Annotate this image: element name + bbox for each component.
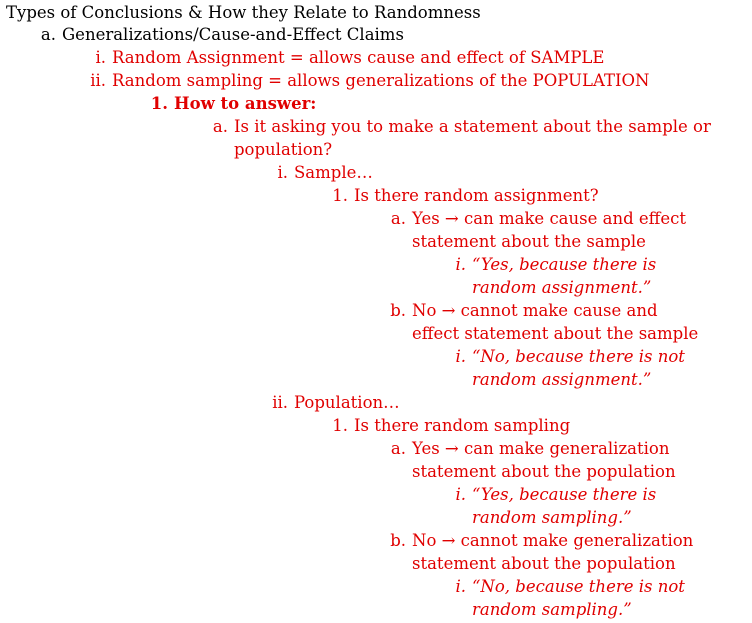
outline-item-sample-no-answer: [420, 346, 685, 368]
outline-text: random sampling.”: [472, 508, 632, 527]
outline-text: How to answer:: [174, 94, 317, 113]
list-marker: 1.: [332, 186, 348, 205]
outline-text: statement about the population: [412, 554, 676, 573]
outline-text: random sampling.”: [472, 600, 632, 619]
outline-item-population-yes-answer-cont: [472, 507, 632, 529]
outline-item-population: [240, 392, 400, 414]
heading-text: Types of Conclusions & How they Relate to Randomness: [6, 3, 481, 22]
outline-text: random assignment.”: [472, 278, 652, 297]
outline-text: Population…: [294, 393, 400, 412]
outline-text: Random Assignment = allows cause and effect of SAMPLE: [112, 48, 605, 67]
outline-text: Yes → can make generalization: [412, 439, 670, 458]
outline-item-question-cont: [234, 139, 332, 161]
list-marker: a.: [40, 25, 56, 44]
outline-text: Generalizations/Cause-and-Effect Claims: [62, 25, 404, 44]
outline-text: Random sampling = allows generalizations of the POPULATION: [112, 71, 650, 90]
document-heading: [6, 2, 481, 24]
outline-text: “Yes, because there is: [472, 255, 657, 274]
list-marker: a.: [212, 117, 228, 136]
outline-item-question: [180, 116, 711, 138]
outline-item-how-to-answer: [120, 93, 316, 115]
outline-item-population-no-answer-cont: [472, 599, 632, 621]
outline-item-a-ii: [60, 70, 649, 92]
outline-item-population-no-answer: [420, 576, 685, 598]
list-marker: i.: [455, 255, 466, 274]
list-marker: 1.: [332, 416, 348, 435]
outline-text: Yes → can make cause and effect: [412, 209, 687, 228]
outline-text: Is there random assignment?: [354, 186, 599, 205]
outline-text: effect statement about the sample: [412, 324, 699, 343]
list-marker: i.: [455, 577, 466, 596]
outline-item-sample-1: [300, 185, 599, 207]
outline-item-population-1: [300, 415, 570, 437]
outline-item-sample-yes-cont: [412, 231, 646, 253]
list-marker: i.: [95, 48, 106, 67]
outline-item-population-no: [360, 530, 693, 552]
outline-item-population-yes-cont: [412, 461, 676, 483]
outline-item-sample-yes-answer: [420, 254, 656, 276]
list-marker: 1.: [150, 94, 168, 113]
list-marker: i.: [277, 163, 288, 182]
list-marker: a.: [390, 209, 406, 228]
outline-item-sample-yes-answer-cont: [472, 277, 651, 299]
list-marker: a.: [390, 439, 406, 458]
outline-text: No → cannot make generalization: [412, 531, 694, 550]
outline-item-sample-yes: [360, 208, 686, 230]
outline-text: “No, because there is not: [472, 577, 685, 596]
list-marker: ii.: [272, 393, 288, 412]
outline-text: “No, because there is not: [472, 347, 685, 366]
outline-item-sample: [240, 162, 373, 184]
outline-text: Is there random sampling: [354, 416, 571, 435]
outline-item-population-yes: [360, 438, 669, 460]
outline-text: population?: [234, 140, 333, 159]
outline-item-population-yes-answer: [420, 484, 656, 506]
outline-item-sample-no-cont: [412, 323, 698, 345]
outline-item-a-i: [60, 47, 604, 69]
outline-text: Sample…: [294, 163, 373, 182]
outline-text: statement about the sample: [412, 232, 646, 251]
list-marker: i.: [455, 347, 466, 366]
outline-item-a: [12, 24, 404, 46]
list-marker: b.: [390, 301, 406, 320]
list-marker: b.: [390, 531, 406, 550]
outline-item-sample-no: [360, 300, 658, 322]
outline-item-population-no-cont: [412, 553, 676, 575]
outline-text: “Yes, because there is: [472, 485, 657, 504]
outline-text: No → cannot make cause and: [412, 301, 658, 320]
outline-item-sample-no-answer-cont: [472, 369, 651, 391]
outline-text: random assignment.”: [472, 370, 652, 389]
list-marker: i.: [455, 485, 466, 504]
outline-text: statement about the population: [412, 462, 676, 481]
outline-text: Is it asking you to make a statement about the sample or: [234, 117, 711, 136]
list-marker: ii.: [90, 71, 106, 90]
